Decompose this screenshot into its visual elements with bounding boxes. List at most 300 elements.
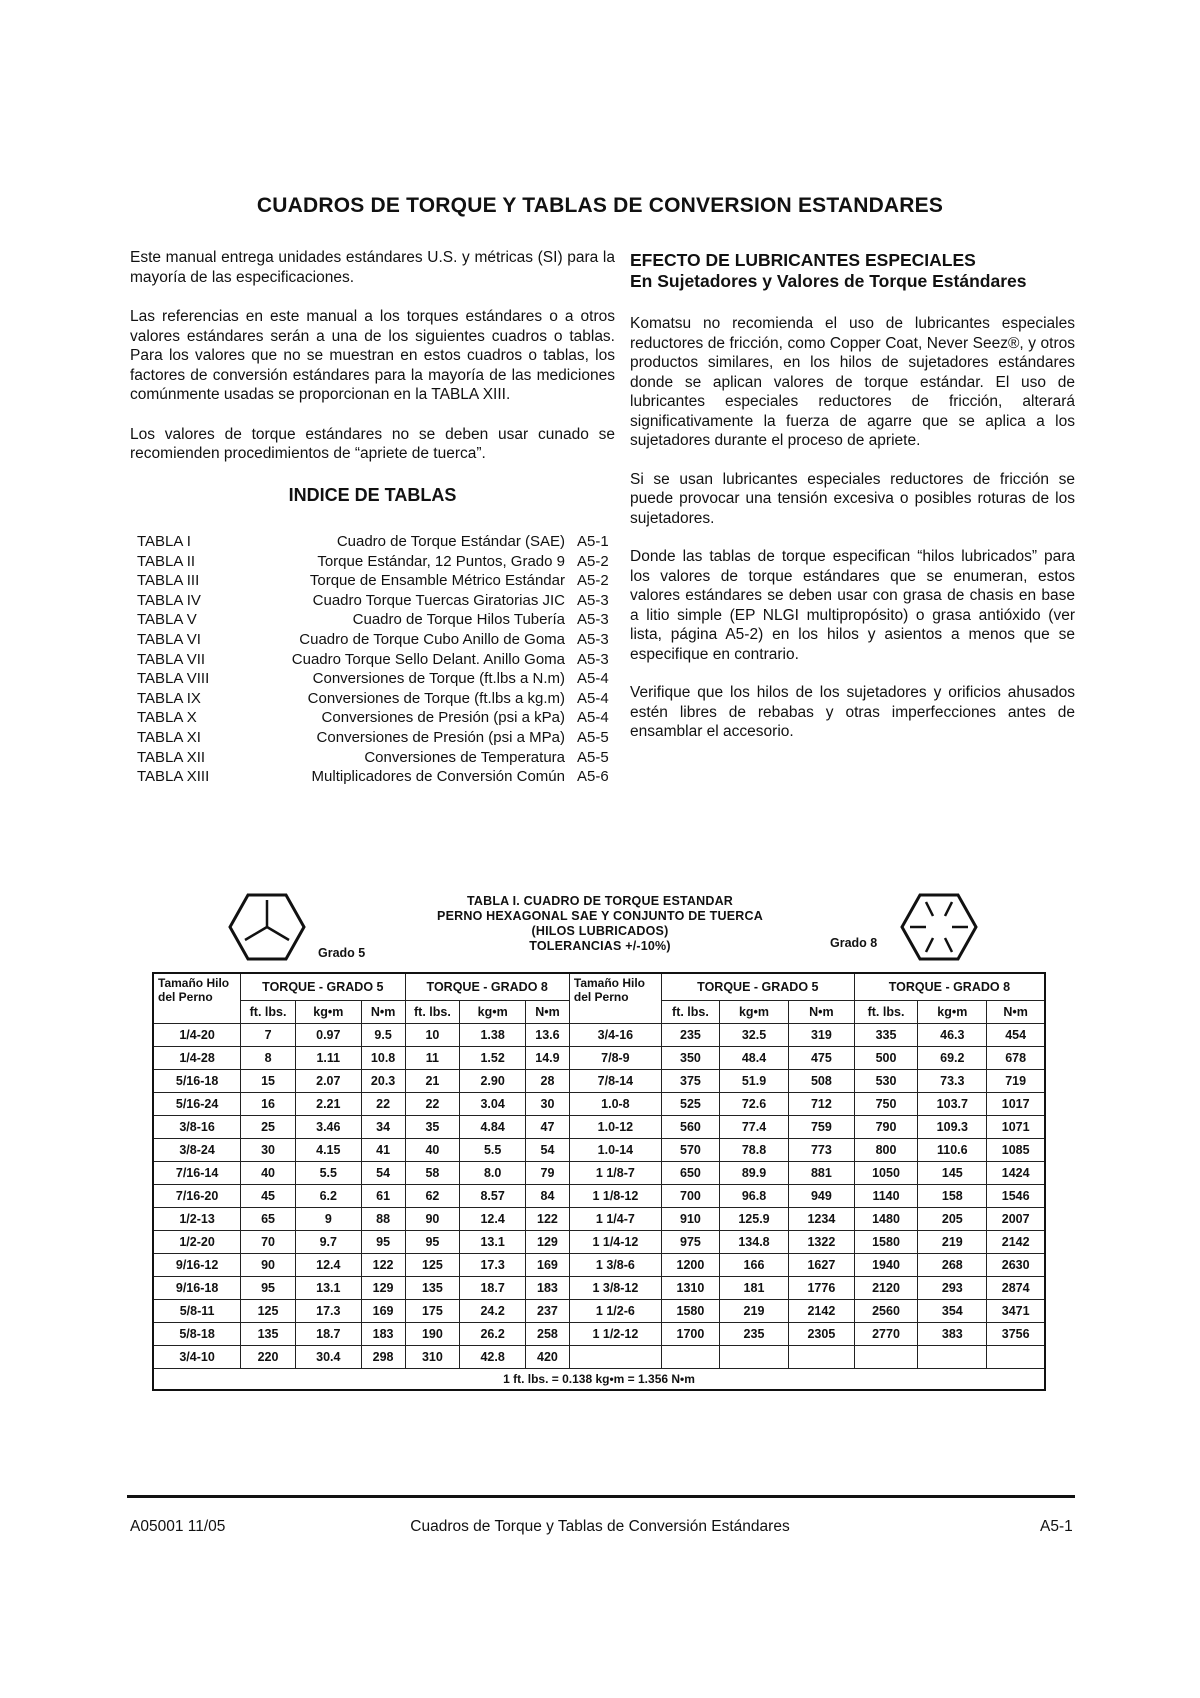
table-cell: 17.3 <box>295 1300 361 1323</box>
table-cell: 3/8-16 <box>153 1116 241 1139</box>
table-cell: 28 <box>526 1070 570 1093</box>
table-cell: 12.4 <box>295 1254 361 1277</box>
index-description: Cuadro de Torque Estándar (SAE) <box>336 533 565 550</box>
table-row <box>153 1139 1045 1162</box>
table-cell: 40 <box>241 1162 296 1185</box>
table-cell: 420 <box>526 1346 570 1369</box>
table-cell: 350 <box>661 1047 719 1070</box>
unit-header: N•m <box>987 1001 1045 1024</box>
index-page: A5-3 <box>577 611 609 629</box>
table-cell: 181 <box>719 1277 788 1300</box>
table-cell: 219 <box>918 1231 987 1254</box>
table-cell: 88 <box>361 1208 405 1231</box>
unit-header: ft. lbs. <box>854 1001 918 1024</box>
index-label: TABLA VII <box>137 650 206 668</box>
table-row <box>153 1185 1045 1208</box>
table-cell: 2630 <box>987 1254 1045 1277</box>
index-row <box>130 650 615 670</box>
table-cell: 95 <box>361 1231 405 1254</box>
table-row <box>153 1116 1045 1139</box>
table-cell: 1480 <box>854 1208 918 1231</box>
index-label: TABLA VIII <box>137 670 210 688</box>
lubricants-paragraph-3: Donde las tablas de torque especifican “hilos lubricados” para los valores de torque estándares que se enumeran, estos valores estándares se deben usar con grasa de chasis en base a litio simple (EP NLGI multipropósito) o grasa antióxido (ver lista, página A5-2) en los hilos y asientos a menos que se especifique en contrario. <box>630 548 1075 663</box>
index-description: Conversiones de Torque (ft.lbs a kg.m) <box>307 689 565 707</box>
table-cell: 1234 <box>789 1208 855 1231</box>
lubricants-paragraph-2: Si se usan lubricantes especiales reductores de fricción se puede provocar una tensión excesiva o posibles roturas de los sujetadores. <box>630 470 1075 527</box>
table-cell: 54 <box>526 1139 570 1162</box>
grade-5-label: Grado 5 <box>318 946 366 960</box>
table-cell: 13.1 <box>460 1231 526 1254</box>
table-cell: 310 <box>405 1346 460 1369</box>
table-row <box>153 1093 1045 1116</box>
table-cell: 77.4 <box>719 1116 788 1139</box>
index-page: A5-4 <box>577 709 609 727</box>
table-cell: 45 <box>241 1185 296 1208</box>
table-cell: 375 <box>661 1070 719 1093</box>
table-cell: 1700 <box>661 1323 719 1346</box>
unit-header: N•m <box>526 1001 570 1024</box>
table-cell: 949 <box>789 1185 855 1208</box>
table-cell: 2.90 <box>460 1070 526 1093</box>
table-cell: 1 1/4-12 <box>569 1231 661 1254</box>
table-cell: 129 <box>361 1277 405 1300</box>
page-title: CUADROS DE TORQUE Y TABLAS DE CONVERSION ESTANDARES <box>256 194 944 217</box>
table-cell <box>569 1346 661 1369</box>
index-page: A5-1 <box>577 533 609 550</box>
table-cell: 22 <box>405 1093 460 1116</box>
index-row <box>130 689 615 709</box>
table-cell: 712 <box>789 1093 855 1116</box>
table-cell: 719 <box>987 1070 1045 1093</box>
torque-table-header <box>140 886 1058 972</box>
index-page: A5-3 <box>577 591 609 609</box>
table-cell: 1200 <box>661 1254 719 1277</box>
table-cell: 9/16-12 <box>153 1254 241 1277</box>
table-row <box>153 1323 1045 1346</box>
table-cell: 5/16-24 <box>153 1093 241 1116</box>
torque-table-figure <box>140 886 1058 1404</box>
table-cell: 500 <box>854 1047 918 1070</box>
group-header-g8-left: TORQUE - GRADO 8 <box>405 973 569 1001</box>
table-cell: 122 <box>526 1208 570 1231</box>
table-cell: 268 <box>918 1254 987 1277</box>
index-row <box>130 532 615 552</box>
table-cell: 1017 <box>987 1093 1045 1116</box>
table-cell: 183 <box>361 1323 405 1346</box>
table-cell: 975 <box>661 1231 719 1254</box>
table-cell: 48.4 <box>719 1047 788 1070</box>
table-cell: 89.9 <box>719 1162 788 1185</box>
index-page: A5-5 <box>577 748 609 766</box>
table-cell: 1.11 <box>295 1047 361 1070</box>
table-cell: 2142 <box>987 1231 1045 1254</box>
index-label: TABLA VI <box>137 630 201 648</box>
intro-paragraph: Este manual entrega unidades estándares U.S. y métricas (SI) para la mayoría de las especificaciones. <box>130 249 615 286</box>
table-row <box>153 1162 1045 1185</box>
index-page: A5-4 <box>577 670 609 688</box>
table-cell: 910 <box>661 1208 719 1231</box>
table-cell: 1.0-14 <box>569 1139 661 1162</box>
table-cell <box>719 1346 788 1369</box>
index-description: Conversiones de Presión (psi a MPa) <box>316 728 565 746</box>
table-cell: 4.15 <box>295 1139 361 1162</box>
table-cell: 145 <box>918 1162 987 1185</box>
index-description: Cuadro Torque Sello Delant. Anillo Goma <box>291 650 565 668</box>
table-cell: 2305 <box>789 1323 855 1346</box>
table-cell: 5/8-11 <box>153 1300 241 1323</box>
table-cell: 21 <box>405 1070 460 1093</box>
table-cell: 1/4-28 <box>153 1047 241 1070</box>
table-cell: 2874 <box>987 1277 1045 1300</box>
table-cell: 1546 <box>987 1185 1045 1208</box>
table-cell: 1.0-8 <box>569 1093 661 1116</box>
table-cell: 1580 <box>854 1231 918 1254</box>
table-cell: 650 <box>661 1162 719 1185</box>
table-cell: 6.2 <box>295 1185 361 1208</box>
table-cell: 1085 <box>987 1139 1045 1162</box>
table-cell: 678 <box>987 1047 1045 1070</box>
table-cell: 90 <box>405 1208 460 1231</box>
index-page: A5-3 <box>577 630 609 648</box>
caption-line-1: TABLA I. CUADRO DE TORQUE ESTANDAR <box>466 894 734 908</box>
table-cell: 5/16-18 <box>153 1070 241 1093</box>
index-row <box>130 591 615 611</box>
table-cell: 790 <box>854 1116 918 1139</box>
table-cell: 190 <box>405 1323 460 1346</box>
unit-header: ft. lbs. <box>405 1001 460 1024</box>
table-cell: 9/16-18 <box>153 1277 241 1300</box>
table-cell: 8 <box>241 1047 296 1070</box>
table-cell: 1140 <box>854 1185 918 1208</box>
table-cell: 183 <box>526 1277 570 1300</box>
table-cell: 1627 <box>789 1254 855 1277</box>
index-description: Conversiones de Presión (psi a kPa) <box>321 709 565 727</box>
table-cell: 3/4-10 <box>153 1346 241 1369</box>
table-cell: 7/16-14 <box>153 1162 241 1185</box>
table-cell <box>987 1346 1045 1369</box>
index-row <box>130 767 615 787</box>
index-page: A5-2 <box>577 552 609 570</box>
grade-8-bolt-head-icon <box>900 892 978 962</box>
table-row <box>153 1231 1045 1254</box>
table-cell: 1424 <box>987 1162 1045 1185</box>
table-cell: 3.46 <box>295 1116 361 1139</box>
table-cell: 7/16-20 <box>153 1185 241 1208</box>
table-cell: 125 <box>241 1300 296 1323</box>
index-description: Torque Estándar, 12 Puntos, Grado 9 <box>317 552 565 570</box>
table-cell: 5.5 <box>295 1162 361 1185</box>
table-cell: 2120 <box>854 1277 918 1300</box>
table-cell: 11 <box>405 1047 460 1070</box>
index-label: TABLA XI <box>137 728 201 746</box>
table-cell: 62 <box>405 1185 460 1208</box>
table-cell: 3471 <box>987 1300 1045 1323</box>
index-row <box>130 728 615 748</box>
table-cell: 73.3 <box>918 1070 987 1093</box>
caption-line-2: PERNO HEXAGONAL SAE Y CONJUNTO DE TUERCA <box>437 909 763 923</box>
table-cell: 1 1/4-7 <box>569 1208 661 1231</box>
table-cell: 2770 <box>854 1323 918 1346</box>
table-cell: 881 <box>789 1162 855 1185</box>
index-page: A5-5 <box>577 728 609 746</box>
table-row <box>153 1254 1045 1277</box>
table-cell: 169 <box>361 1300 405 1323</box>
table-cell: 54 <box>361 1162 405 1185</box>
table-cell: 1 3/8-6 <box>569 1254 661 1277</box>
table-cell: 3756 <box>987 1323 1045 1346</box>
table-cell: 20.3 <box>361 1070 405 1093</box>
table-cell: 95 <box>405 1231 460 1254</box>
table-cell: 125 <box>405 1254 460 1277</box>
table-cell: 7 <box>241 1024 296 1047</box>
right-column <box>630 248 1075 742</box>
table-cell: 78.8 <box>719 1139 788 1162</box>
lubricants-subheading: En Sujetadores y Valores de Torque Estándares <box>630 271 1027 291</box>
table-cell: 2560 <box>854 1300 918 1323</box>
index-label: TABLA X <box>137 709 197 727</box>
table-cell: 1050 <box>854 1162 918 1185</box>
table-cell: 129 <box>526 1231 570 1254</box>
table-cell: 61 <box>361 1185 405 1208</box>
table-cell: 0.97 <box>295 1024 361 1047</box>
index-description: Torque de Ensamble Métrico Estándar <box>309 572 565 590</box>
table-cell: 3/8-24 <box>153 1139 241 1162</box>
index-label: TABLA XIII <box>137 768 210 786</box>
table-cell <box>789 1346 855 1369</box>
table-cell: 24.2 <box>460 1300 526 1323</box>
table-cell: 235 <box>719 1323 788 1346</box>
table-cell: 90 <box>241 1254 296 1277</box>
table-cell: 13.6 <box>526 1024 570 1047</box>
index-row <box>130 708 615 728</box>
table-cell: 79 <box>526 1162 570 1185</box>
table-cell: 9.7 <box>295 1231 361 1254</box>
table-cell: 1310 <box>661 1277 719 1300</box>
index-row <box>130 552 615 572</box>
table-cell: 175 <box>405 1300 460 1323</box>
table-cell <box>854 1346 918 1369</box>
table-cell: 1580 <box>661 1300 719 1323</box>
index-label: TABLA III <box>137 572 200 590</box>
unit-header: kg•m <box>295 1001 361 1024</box>
table-row <box>153 1277 1045 1300</box>
table-cell: 700 <box>661 1185 719 1208</box>
table-cell: 34 <box>361 1116 405 1139</box>
index-description: Cuadro de Torque Hilos Tubería <box>352 611 565 629</box>
table-cell: 25 <box>241 1116 296 1139</box>
index-row <box>130 610 615 630</box>
table-cell: 12.4 <box>460 1208 526 1231</box>
table-cell: 1 1/8-12 <box>569 1185 661 1208</box>
table-cell: 22 <box>361 1093 405 1116</box>
footer-title: Cuadros de Torque y Tablas de Conversión Estándares <box>410 1518 790 1535</box>
unit-header: ft. lbs. <box>661 1001 719 1024</box>
table-cell: 1322 <box>789 1231 855 1254</box>
table-cell: 35 <box>405 1116 460 1139</box>
table-cell: 1/4-20 <box>153 1024 241 1047</box>
table-cell: 205 <box>918 1208 987 1231</box>
table-cell: 17.3 <box>460 1254 526 1277</box>
table-cell: 158 <box>918 1185 987 1208</box>
table-cell: 96.8 <box>719 1185 788 1208</box>
table-cell: 8.57 <box>460 1185 526 1208</box>
index-description: Conversiones de Temperatura <box>364 748 565 766</box>
table-row <box>153 1047 1045 1070</box>
table-cell: 759 <box>789 1116 855 1139</box>
table-cell: 1.0-12 <box>569 1116 661 1139</box>
index-label: TABLA IX <box>137 689 201 707</box>
table-cell: 235 <box>661 1024 719 1047</box>
group-header-g5-left: TORQUE - GRADO 5 <box>241 973 405 1001</box>
table-row <box>153 1346 1045 1369</box>
footer-page-number: A5-1 <box>1040 1518 1073 1535</box>
table-cell: 13.1 <box>295 1277 361 1300</box>
table-cell: 95 <box>241 1277 296 1300</box>
table-cell: 30.4 <box>295 1346 361 1369</box>
footer-rule <box>127 1495 1075 1498</box>
table-cell: 335 <box>854 1024 918 1047</box>
table-cell: 10 <box>405 1024 460 1047</box>
table-cell: 32.5 <box>719 1024 788 1047</box>
index-label: TABLA II <box>137 552 196 570</box>
table-cell: 1 1/2-12 <box>569 1323 661 1346</box>
table-cell: 103.7 <box>918 1093 987 1116</box>
table-cell: 220 <box>241 1346 296 1369</box>
table-cell: 84 <box>526 1185 570 1208</box>
table-cell: 800 <box>854 1139 918 1162</box>
index-page: A5-2 <box>577 572 609 590</box>
table-cell: 1071 <box>987 1116 1045 1139</box>
table-cell: 9 <box>295 1208 361 1231</box>
index-description: Conversiones de Torque (ft.lbs a N.m) <box>312 670 565 688</box>
table-cell: 46.3 <box>918 1024 987 1047</box>
table-cell: 1 1/2-6 <box>569 1300 661 1323</box>
unit-header: N•m <box>361 1001 405 1024</box>
table-cell: 3/4-16 <box>569 1024 661 1047</box>
table-cell: 51.9 <box>719 1070 788 1093</box>
caption-line-4: TOLERANCIAS +/-10%) <box>529 939 671 953</box>
index-label: TABLA I <box>137 533 191 550</box>
nut-tightening-paragraph: Los valores de torque estándares no se deben usar cunado se recomienden procedimientos de “apriete de tuerca”. <box>130 425 615 462</box>
table-cell: 30 <box>241 1139 296 1162</box>
table-cell: 16 <box>241 1093 296 1116</box>
table-cell: 8.0 <box>460 1162 526 1185</box>
table-cell: 110.6 <box>918 1139 987 1162</box>
table-cell: 773 <box>789 1139 855 1162</box>
table-row <box>153 1070 1045 1093</box>
grade-8-label: Grado 8 <box>830 936 878 950</box>
table-cell: 1.52 <box>460 1047 526 1070</box>
table-cell: 1.38 <box>460 1024 526 1047</box>
table-cell: 1 3/8-12 <box>569 1277 661 1300</box>
table-cell <box>918 1346 987 1369</box>
table-cell: 560 <box>661 1116 719 1139</box>
table-cell: 70 <box>241 1231 296 1254</box>
table-cell: 2.21 <box>295 1093 361 1116</box>
index-page: A5-4 <box>577 689 609 707</box>
index-title: INDICE DE TABLAS <box>288 484 457 505</box>
index-page: A5-6 <box>577 768 609 786</box>
table-cell: 41 <box>361 1139 405 1162</box>
index-label: TABLA V <box>137 611 197 629</box>
table-cell: 258 <box>526 1323 570 1346</box>
table-row <box>153 1024 1045 1047</box>
index-description: Cuadro Torque Tuercas Giratorias JIC <box>312 591 565 609</box>
table-cell: 1 1/8-7 <box>569 1162 661 1185</box>
size-header-right: Tamaño Hilo del Perno <box>569 973 661 1024</box>
group-header-g8-right: TORQUE - GRADO 8 <box>854 973 1045 1001</box>
table-cell: 219 <box>719 1300 788 1323</box>
table-cell: 7/8-9 <box>569 1047 661 1070</box>
table-cell: 135 <box>405 1277 460 1300</box>
table-cell: 169 <box>526 1254 570 1277</box>
index-description: Multiplicadores de Conversión Común <box>311 768 565 786</box>
table-cell: 1940 <box>854 1254 918 1277</box>
table-cell: 237 <box>526 1300 570 1323</box>
table-cell: 166 <box>719 1254 788 1277</box>
table-row <box>153 1208 1045 1231</box>
table-cell: 18.7 <box>460 1277 526 1300</box>
table-cell: 30 <box>526 1093 570 1116</box>
torque-table <box>152 972 1046 1391</box>
table-cell: 72.6 <box>719 1093 788 1116</box>
table-cell: 109.3 <box>918 1116 987 1139</box>
unit-header: kg•m <box>918 1001 987 1024</box>
unit-header: N•m <box>789 1001 855 1024</box>
table-cell: 135 <box>241 1323 296 1346</box>
index-row <box>130 669 615 689</box>
table-cell <box>661 1346 719 1369</box>
table-cell: 69.2 <box>918 1047 987 1070</box>
lubricants-heading: EFECTO DE LUBRICANTES ESPECIALES <box>630 250 976 270</box>
index-description: Cuadro de Torque Cubo Anillo de Goma <box>299 630 565 648</box>
footer-code: A05001 11/05 <box>130 1518 226 1535</box>
group-header-g5-right: TORQUE - GRADO 5 <box>661 973 854 1001</box>
table-cell: 293 <box>918 1277 987 1300</box>
references-paragraph: Las referencias en este manual a los torques estándares o a otros valores estándares serán a una de los siguientes cuadros o tablas. Para los valores que no se muestran en estos cuadros o tablas, los factores de conversión estándares para la mayoría de las mediciones comúnmente usadas se proporcionan en la TABLA XIII. <box>130 308 615 403</box>
index-table <box>130 532 615 787</box>
left-column <box>130 248 615 787</box>
grade-5-bolt-head-icon <box>228 892 306 962</box>
table-cell: 4.84 <box>460 1116 526 1139</box>
table-cell: 58 <box>405 1162 460 1185</box>
index-row <box>130 571 615 591</box>
table-cell: 122 <box>361 1254 405 1277</box>
unit-header: ft. lbs. <box>241 1001 296 1024</box>
table-cell: 475 <box>789 1047 855 1070</box>
table-cell: 125.9 <box>719 1208 788 1231</box>
table-cell: 134.8 <box>719 1231 788 1254</box>
table-cell: 750 <box>854 1093 918 1116</box>
table-cell: 1776 <box>789 1277 855 1300</box>
table-cell: 18.7 <box>295 1323 361 1346</box>
index-row <box>130 748 615 768</box>
table-cell: 42.8 <box>460 1346 526 1369</box>
table-cell: 525 <box>661 1093 719 1116</box>
size-header-left: Tamaño Hilo del Perno <box>153 973 241 1024</box>
table-cell: 508 <box>789 1070 855 1093</box>
table-cell: 530 <box>854 1070 918 1093</box>
table-cell: 3.04 <box>460 1093 526 1116</box>
unit-header: kg•m <box>460 1001 526 1024</box>
table-cell: 2007 <box>987 1208 1045 1231</box>
table-cell: 5/8-18 <box>153 1323 241 1346</box>
table-cell: 65 <box>241 1208 296 1231</box>
table-cell: 15 <box>241 1070 296 1093</box>
conversion-footnote: 1 ft. lbs. = 0.138 kg•m = 1.356 N•m <box>153 1369 1045 1391</box>
table-cell: 1/2-20 <box>153 1231 241 1254</box>
table-cell: 298 <box>361 1346 405 1369</box>
